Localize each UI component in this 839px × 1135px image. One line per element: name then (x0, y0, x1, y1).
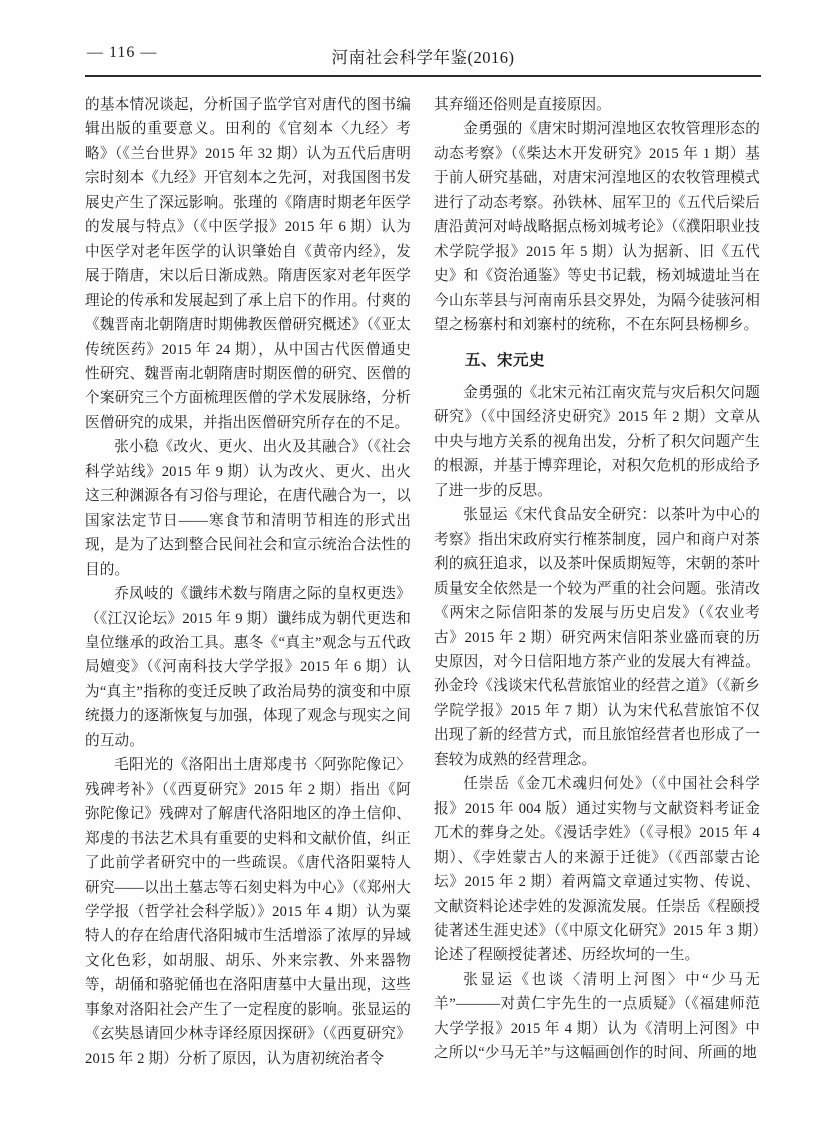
page-title: 河南社会科学年鉴(2016) (331, 48, 515, 67)
section-heading-song-yuan-history: 五、宋元史 (465, 351, 546, 369)
paragraph: 张显运《也谈〈清明上河图〉中“少马无羊”———对黄仁宇先生的一点质疑》（《福建师范大学学报》2015 年 4 期）认为《清明上河图》中之所以“少马无羊”与这幅画创作的时间、所画的地 (434, 971, 760, 1062)
page-header (85, 44, 761, 77)
paragraph: 张显运《宋代食品安全研究：以茶叶为中心的考察》指出宋政府实行榷茶制度，园户和商户对茶利的疯狂追求，以及茶叶保质期短等，宋朝的茶叶质量安全依然是一个较为严重的社会问题。张清改《两宋之际信阳茶的发展与历史启发》（《农业考古》2015 年 2 期）研究两宋信阳茶业盛而衰的历史原因，对今日信阳地方茶产业的发展大有裨益。孙金玲《浅谈宋代私营旅馆业的经营之道》（《新乡学院学报》2015 年 7 期）认为宋代私营旅馆不仅出现了新的经营方式，而且旅馆经营者也形成了一套较为成熟的经营理念。 (434, 507, 760, 768)
paragraph: 任崇岳《金兀术魂归何处》（《中国社会科学报》2015 年 004 版）通过实物与文献资料考证金兀术的葬身之处。《漫话孛姓》（《寻根》2015 年 4 期）、《孛姓蒙古人的来源于迁徙》（《西部蒙古论坛》2015 年 2 期）着两篇文章通过实物、传说、文献资料论述孛姓的发源流发展。任崇岳《程颐授徒著述生涯史述》（《中原文化研究》2015 年 3 期）论述了程颐授徒著述、历经坎坷的一生。 (434, 776, 760, 964)
page-number: — 116 — (87, 44, 158, 61)
paragraph: 金勇强的《唐宋时期河湟地区农牧管理形态的动态考察》（《柴达木开发研究》2015 年 1 期）基于前人研究基础，对唐宋河湟地区的农牧管理模式进行了动态考察。孙铁林、屈军卫的《五代后梁后唐沿黄河对峙战略据点杨刘城考论》（《濮阳职业技术学院学报》2015 年 5 期）认为据新、旧《五代史》和《资治通鉴》等史书记载，杨刘城遗址当在今山东莘县与河南南乐县交界处，为隔今徒骇河相望之杨寨村和刘寨村的统称，不在东阿县杨柳乡。 (434, 121, 760, 334)
paragraph: 乔凤岐的《谶纬术数与隋唐之际的皇权更迭》（《江汉论坛》2015 年 9 期）谶纬成为朝代更迭和皇位继承的政治工具。惠冬《“真主”观念与五代政局嬗变》（《河南科技大学学报》2015 年 6 期）认为“真主”指称的变迁反映了政治局势的演变和中原统摄力的逐渐恢复与加强，体现了观念与现实之间的互动。 (85, 586, 411, 749)
two-column-body (85, 93, 761, 1071)
paragraph: 金勇强的《北宋元祐江南灾荒与灾后积欠问题研究》（《中国经济史研究》2015 年 2 期）文章从中央与地方关系的视角出发，分析了积欠问题产生的根源，并基于博弈理论，对积欠危机的形成给予了进一步的反思。 (434, 384, 760, 499)
paragraph-continuation: 其弃缁还俗则是直接原因。 (434, 97, 611, 113)
left-column (85, 93, 411, 1071)
paragraph: 毛阳光的《洛阳出土唐郑虔书〈阿弥陀像记〉残碑考补》（《西夏研究》2015 年 2 期）指出《阿弥陀像记》残碑对了解唐代洛阳地区的净土信仰、郑虔的书法艺术具有重要的史料和文献价值，纠正了此前学者研究中的一些疏误。《唐代洛阳粟特人研究——以出土墓志等石刻史料为中心》（《郑州大学学报（哲学社会科学版）》2015 年 4 期）认为粟特人的存在给唐代洛阳城市生活增添了浓厚的异域文化色彩，如胡服、胡乐、外来宗教、外来器物等，胡俑和骆驼俑也在洛阳唐墓中大量出现，这些事象对洛阳社会产生了一定程度的影响。张显运的《玄奘恳请回少林寺译经原因探研》（《西夏研究》2015 年 2 期）分析了原因，认为唐初统治者令 (85, 757, 411, 1067)
paragraph-continuation: 的基本情况谈起，分析国子监学官对唐代的图书编辑出版的重要意义。田利的《官刻本〈九经〉考略》（《兰台世界》2015 年 32 期）认为五代后唐明宗时刻本《九经》开官刻本之先河，对我国图书发展史产生了深远影响。张瑾的《隋唐时期老年医学的发展与特点》（《中医学报》2015 年 6 期）认为中医学对老年医学的认识肇始自《黄帝内经》，发展于隋唐，宋以后日渐成熟。隋唐医家对老年医学理论的传承和发展起到了承上启下的作用。付爽的《魏晋南北朝隋唐时期佛教医僧研究概述》（《亚太传统医药》2015 年 24 期），从中国古代医僧通史性研究、魏晋南北朝隋唐时期医僧的研究、医僧的个案研究三个方面梳理医僧的学术发展脉络，分析医僧研究的成果，并指出医僧研究所存在的不足。 (85, 97, 411, 431)
right-column (434, 93, 760, 1071)
paragraph: 张小稳《改火、更火、出火及其融合》（《社会科学站线》2015 年 9 期）认为改火、更火、出火这三种渊源各有习俗与理论，在唐代融合为一，以国家法定节日——寒食节和清明节相连的形式出现，是为了达到整合民间社会和宣示统治合法性的目的。 (85, 439, 411, 578)
